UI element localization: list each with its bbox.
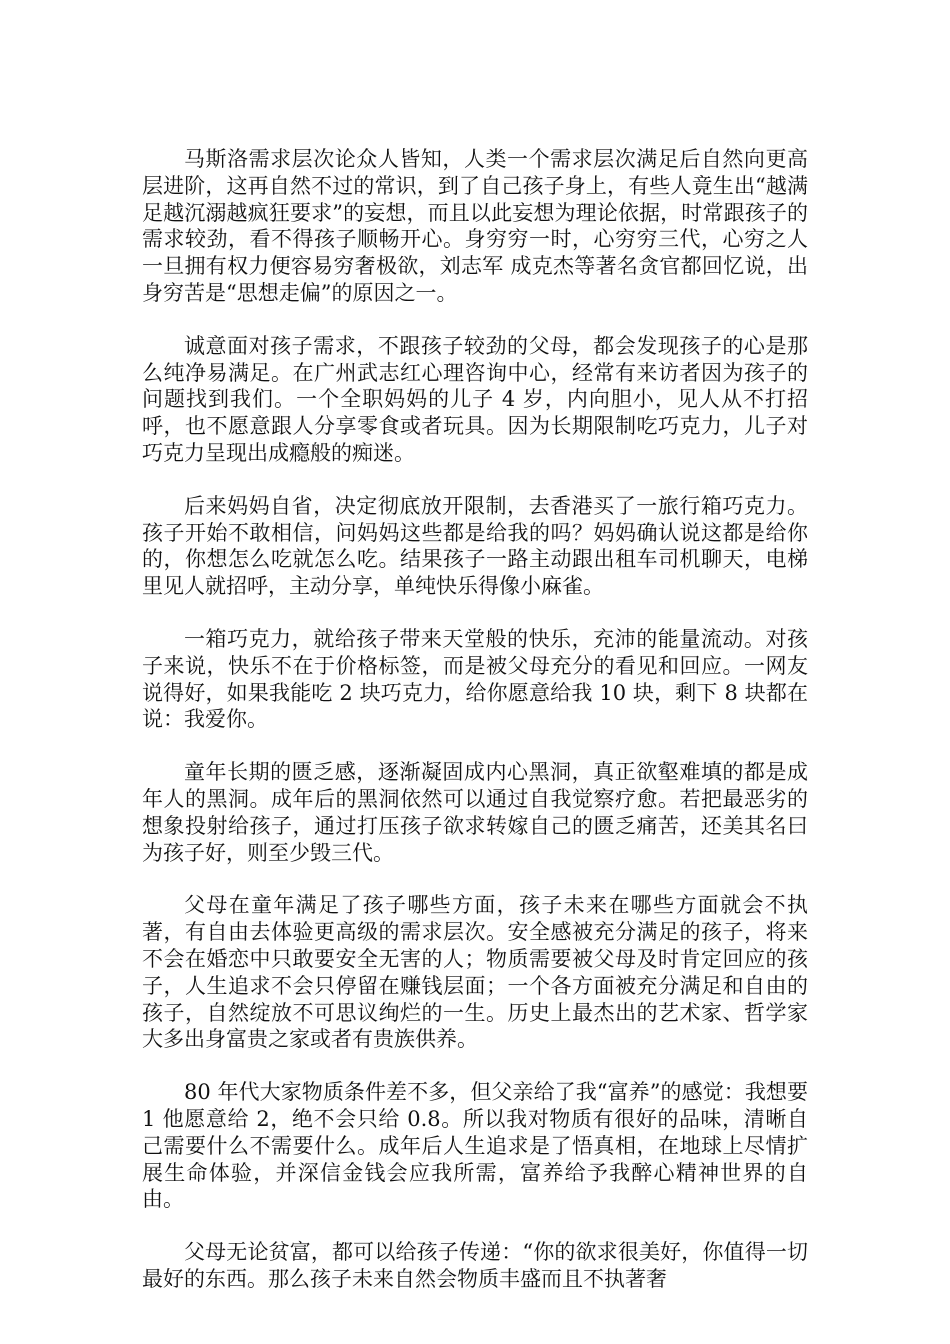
paragraph-5: 童年长期的匮乏感，逐渐凝固成内心黑洞，真正欲壑难填的都是成年人的黑洞。成年后的黑洞依然可以通过自我觉察疗愈。若把最恶劣的想象投射给孩子，通过打压孩子欲求转嫁自己的匮乏痛苦，还美其名曰为孩子好，则至少毁三代。 — [142, 760, 808, 865]
paragraph-6: 父母在童年满足了孩子哪些方面，孩子未来在哪些方面就会不执著，有自由去体验更高级的需求层次。安全感被充分满足的孩子，将来不会在婚恋中只敢要安全无害的人；物质需要被父母及时肯定回应的孩子，人生追求不会只停留在赚钱层面；一个各方面被充分满足和自由的孩子，自然绽放不可思议绚烂的一生。历史上最杰出的艺术家、哲学家大多出身富贵之家或者有贵族供养。 — [142, 893, 808, 1052]
paragraph-3: 后来妈妈自省，决定彻底放开限制，去香港买了一旅行箱巧克力。孩子开始不敢相信，问妈妈这些都是给我的吗？妈妈确认说这都是给你的，你想怎么吃就怎么吃。结果孩子一路主动跟出租车司机聊天，电梯里见人就招呼，主动分享，单纯快乐得像小麻雀。 — [142, 493, 808, 599]
paragraph-8: 父母无论贫富，都可以给孩子传递：“你的欲求很美好，你值得一切最好的东西。那么孩子未来自然会物质丰盛而且不执著奢 — [142, 1240, 808, 1291]
document-body — [142, 146, 808, 1293]
paragraph-7: 80 年代大家物质条件差不多，但父亲给了我“富养”的感觉：我想要 1 他愿意给 2，绝不会只给 0.8。所以我对物质有很好的品味，清晰自己需要什么不需要什么。成年后人生追求是了悟真相，在地球上尽情扩展生命体验，并深信金钱会应我所需，富养给予我醉心精神世界的自由。 — [142, 1080, 808, 1212]
paragraph-4: 一箱巧克力，就给孩子带来天堂般的快乐，充沛的能量流动。对孩子来说，快乐不在于价格标签，而是被父母充分的看见和回应。一网友说得好，如果我能吃 2 块巧克力，给你愿意给我 10 块，剩下 8 块都在说：我爱你。 — [142, 626, 808, 732]
paragraph-2: 诚意面对孩子需求，不跟孩子较劲的父母，都会发现孩子的心是那么纯净易满足。在广州武志红心理咨询中心，经常有来访者因为孩子的问题找到我们。一个全职妈妈的儿子 4 岁，内向胆小，见人从不打招呼，也不愿意跟人分享零食或者玩具。因为长期限制吃巧克力，儿子对巧克力呈现出成瘾般的痴迷。 — [142, 333, 808, 465]
paragraph-1: 马斯洛需求层次论众人皆知，人类一个需求层次满足后自然向更高层进阶，这再自然不过的常识，到了自己孩子身上，有些人竟生出“越满足越沉溺越疯狂要求”的妄想，而且以此妄想为理论依据，时常跟孩子的需求较劲，看不得孩子顺畅开心。身穷穷一时，心穷穷三代，心穷之人一旦拥有权力便容易穷奢极欲，刘志军 成克杰等著名贪官都回忆说，出身穷苦是“思想走偏”的原因之一。 — [142, 147, 808, 305]
